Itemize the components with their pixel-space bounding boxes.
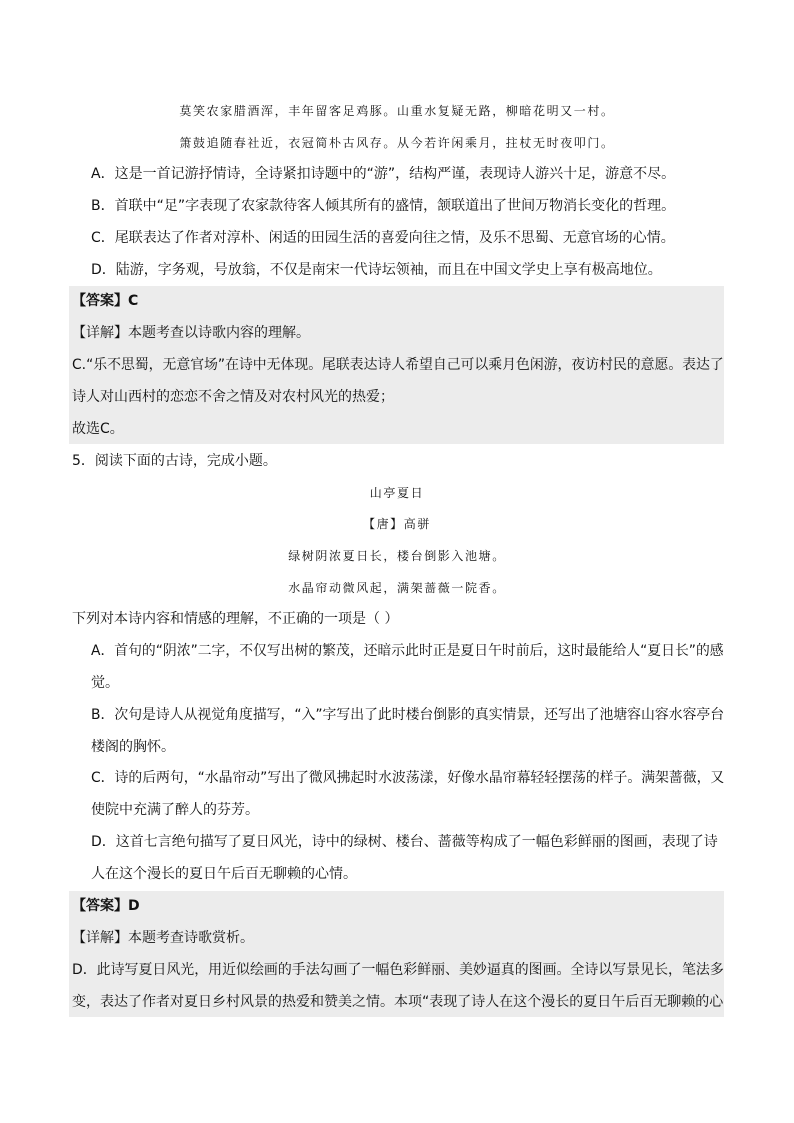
question-prompt: 下列对本诗内容和情感的理解，不正确的一项是（ ） bbox=[72, 611, 399, 627]
detail-title: 【详解】本题考查以诗歌内容的理解。 bbox=[72, 325, 310, 341]
poem-line-1: 莫笑农家腊酒浑，丰年留客足鸡豚。山重水复疑无路，柳暗花明又一村。 bbox=[179, 104, 615, 118]
answer-label: 【答案】D bbox=[72, 898, 140, 914]
option-b-continued: 楼阁的胸怀。 bbox=[91, 739, 175, 755]
option-c: C．尾联表达了作者对淳朴、闲适的田园生活的喜爱向往之情，及乐不思蜀、无意官场的心情。 bbox=[91, 230, 675, 246]
detail-line: 变，表达了作者对夏日乡村风景的热爱和赞美之情。本项“表现了诗人在这个漫长的夏日午后百无聊赖的心 bbox=[72, 994, 724, 1010]
detail-line: C.“乐不思蜀，无意官场”在诗中无体现。尾联表达诗人希望自己可以乘月色闲游，夜访村民的意愿。表达了 bbox=[72, 357, 724, 373]
question-heading: 5．阅读下面的古诗，完成小题。 bbox=[72, 453, 277, 469]
detail-title: 【详解】本题考查诗歌赏析。 bbox=[72, 930, 254, 946]
answer-label: 【答案】C bbox=[72, 293, 139, 309]
option-a: A．这是一首记游抒情诗，全诗紧扣诗题中的“游”，结构严谨，表现诗人游兴十足，游意不尽。 bbox=[91, 166, 676, 182]
option-a-continued: 觉。 bbox=[91, 675, 119, 691]
poem-line-2: 水晶帘动微风起，满架蔷薇一院香。 bbox=[288, 581, 506, 595]
option-c-continued: 使院中充满了醉人的芬芳。 bbox=[91, 802, 259, 818]
poem-author: 【唐】高骈 bbox=[362, 517, 431, 531]
option-d-continued: 人在这个漫长的夏日午后百无聊赖的心情。 bbox=[91, 866, 357, 882]
option-b: B．首联中“足”字表现了农家款待客人倾其所有的盛情，颔联道出了世间万物消长变化的哲理。 bbox=[91, 198, 676, 214]
poem-line-2: 箫鼓追随春社近，衣冠简朴古风存。从今若许闲乘月，拄杖无时夜叩门。 bbox=[179, 136, 615, 150]
option-b: B．次句是诗人从视觉角度描写，“入”字写出了此时楼台倒影的真实情景，还写出了池塘容山容水容亭台 bbox=[91, 707, 725, 723]
option-d: D．这首七言绝句描写了夏日风光，诗中的绿树、楼台、蔷薇等构成了一幅色彩鲜丽的图画，表现了诗 bbox=[91, 834, 718, 850]
detail-line: 诗人对山西村的恋恋不舍之情及对农村风光的热爱； bbox=[72, 389, 394, 405]
detail-line: D．此诗写夏日风光，用近似绘画的手法勾画了一幅色彩鲜丽、美妙逼真的图画。全诗以写景见长，笔法多 bbox=[72, 962, 724, 978]
option-d: D．陆游，字务观，号放翁，不仅是南宋一代诗坛领袖，而且在中国文学史上享有极高地位。 bbox=[91, 262, 662, 278]
detail-line: 故选C。 bbox=[72, 421, 124, 437]
option-c: C．诗的后两句，“水晶帘动”写出了微风拂起时水波荡漾，好像水晶帘幕轻轻摆荡的样子。满架蔷薇，又 bbox=[91, 770, 725, 786]
poem-line-1: 绿树阴浓夏日长，楼台倒影入池塘。 bbox=[288, 549, 506, 563]
poem-title: 山亭夏日 bbox=[369, 486, 425, 500]
option-a: A．首句的“阴浓”二字，不仅写出树的繁茂，还暗示此时正是夏日午时前后，这时最能给人“夏日长”的感 bbox=[91, 643, 724, 659]
